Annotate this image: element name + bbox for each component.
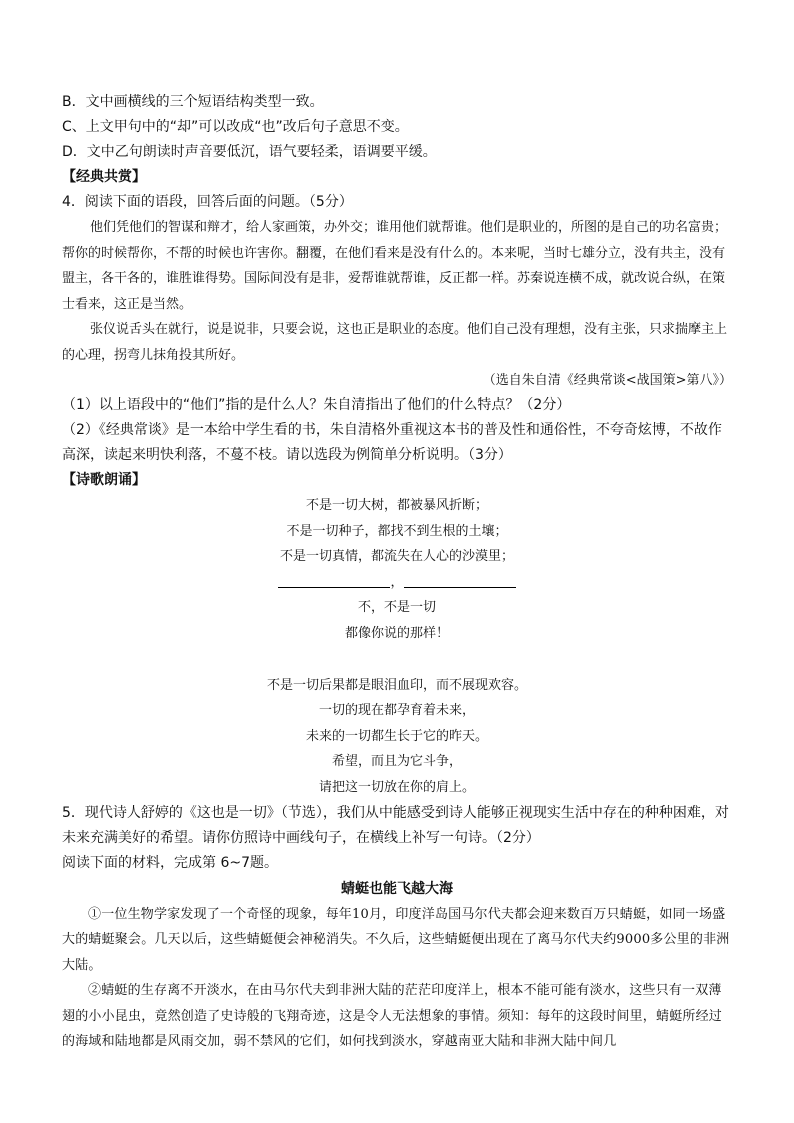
article-paragraph-1: ①一位生物学家发现了一个奇怪的现象，每年10月，印度洋岛国马尔代夫都会迎来数百万只蜻蜓，如同一场盛大的蜻蜓聚会。几天以后，这些蜻蜓便会神秘消失。不久后，这些蜻蜓便出现在了离马尔代夫约9000多公里的非洲大陆。 bbox=[62, 906, 730, 973]
poem-line: 不是一切真情，都流失在人心的沙漠里； bbox=[279, 549, 514, 565]
poem-line: 不是一切大树，都被暴风折断； bbox=[305, 498, 488, 513]
blank-separator: ， bbox=[390, 574, 404, 590]
q3-option-b: B．文中画横线的三个短语结构类型一致。 bbox=[62, 94, 324, 110]
answer-blank-left[interactable] bbox=[278, 571, 390, 588]
poem-stanza-1 bbox=[62, 493, 732, 647]
q3-option-c: C、上文甲句中的“却”可以改成“也”改后句子意思不变。 bbox=[62, 119, 409, 135]
poem-line: 不，不是一切 bbox=[357, 600, 436, 616]
answer-blank-right[interactable] bbox=[404, 571, 516, 588]
q3-option-d: D．文中乙句朗读时声音要低沉，语气要轻柔，语调要平缓。 bbox=[62, 144, 437, 160]
reading-intro: 阅读下面的材料，完成第 6~7题。 bbox=[62, 854, 278, 871]
document-content bbox=[62, 90, 732, 1055]
poem-line: 一切的现在都孕育着未来， bbox=[318, 703, 475, 719]
section-heading-poetry: 【诗歌朗诵】 bbox=[62, 472, 146, 488]
article-title: 蜻蜓也能飞越大海 bbox=[341, 880, 453, 897]
q4-source-citation: （选自朱自清《经典常谈<战国策>第八》） bbox=[482, 373, 732, 388]
poem-line: 请把这一切放在你的肩上。 bbox=[318, 779, 475, 795]
q4-stem: 4．阅读下面的语段，回答后面的问题。（5分） bbox=[62, 194, 353, 210]
section-heading-classics: 【经典共赏】 bbox=[62, 169, 146, 185]
q4-passage-paragraph-2: 张仪说舌头在就行，说是说非，只要会说，这也正是职业的态度。他们自己没有理想，没有主张，只求揣摩主上的心理，拐弯儿抹角投其所好。 bbox=[62, 322, 728, 363]
poem-line: 不是一切后果都是眼泪血印，而不展现欢容。 bbox=[266, 677, 527, 693]
poem-stanza-2 bbox=[62, 673, 732, 801]
q4-passage-paragraph-1: 他们凭他们的智谋和辩才，给人家画策，办外交；谁用他们就帮谁。他们是职业的，所图的是自己的功名富贵；帮你的时候帮你，不帮的时候也许害你。翻覆，在他们看来是没有什么的。本来呢，当时七雄分立，没有共主，没有盟主，各干各的，谁胜谁得势。国际间没有是非，爱帮谁就帮谁，反正都一样。苏秦说连横不成，就改说合纵，在策士看来，这正是当然。 bbox=[62, 220, 728, 312]
poem-line: 不是一切种子，都找不到生根的土壤； bbox=[286, 523, 508, 539]
q4-subquestion-2: （2）《经典常谈》是一本给中学生看的书，朱自清格外重视这本书的普及性和通俗性，不夸奇炫博，不故作高深，读起来明快利落，不蔓不枝。请以选段为例简单分析说明。（3分） bbox=[62, 422, 722, 463]
poem-line: 希望，而且为它斗争， bbox=[331, 754, 462, 770]
article-paragraph-2: ②蜻蜓的生存离不开淡水，在由马尔代夫到非洲大陆的茫茫印度洋上，根本不能可能有淡水，这些只有一双薄翅的小小昆虫，竟然创造了史诗般的飞翔奇迹，这是令人无法想象的事情。须知：每年的这段时间里，蜻蜓所经过的海域和陆地都是风雨交加，弱不禁风的它们，如何找到淡水，穿越南亚大陆和非洲大陆中间几 bbox=[62, 983, 723, 1050]
q4-subquestion-1: （1）以上语段中的“他们”指的是什么人？朱自清指出了他们的什么特点？（2分） bbox=[62, 397, 571, 413]
stanza-gap bbox=[62, 647, 732, 673]
poem-line: 未来的一切都生长于它的昨天。 bbox=[305, 728, 488, 744]
q5-stem: 5．现代诗人舒婷的《这也是一切》（节选），我们从中能感受到诗人能够正视现实生活中存在的种种困难，对未来充满美好的希望。请你仿照诗中画线句子，在横线上补写一句诗。（2分） bbox=[62, 804, 729, 846]
poem-blank-line[interactable] bbox=[62, 570, 732, 596]
poem-line: 都像你说的那样！ bbox=[344, 625, 449, 641]
